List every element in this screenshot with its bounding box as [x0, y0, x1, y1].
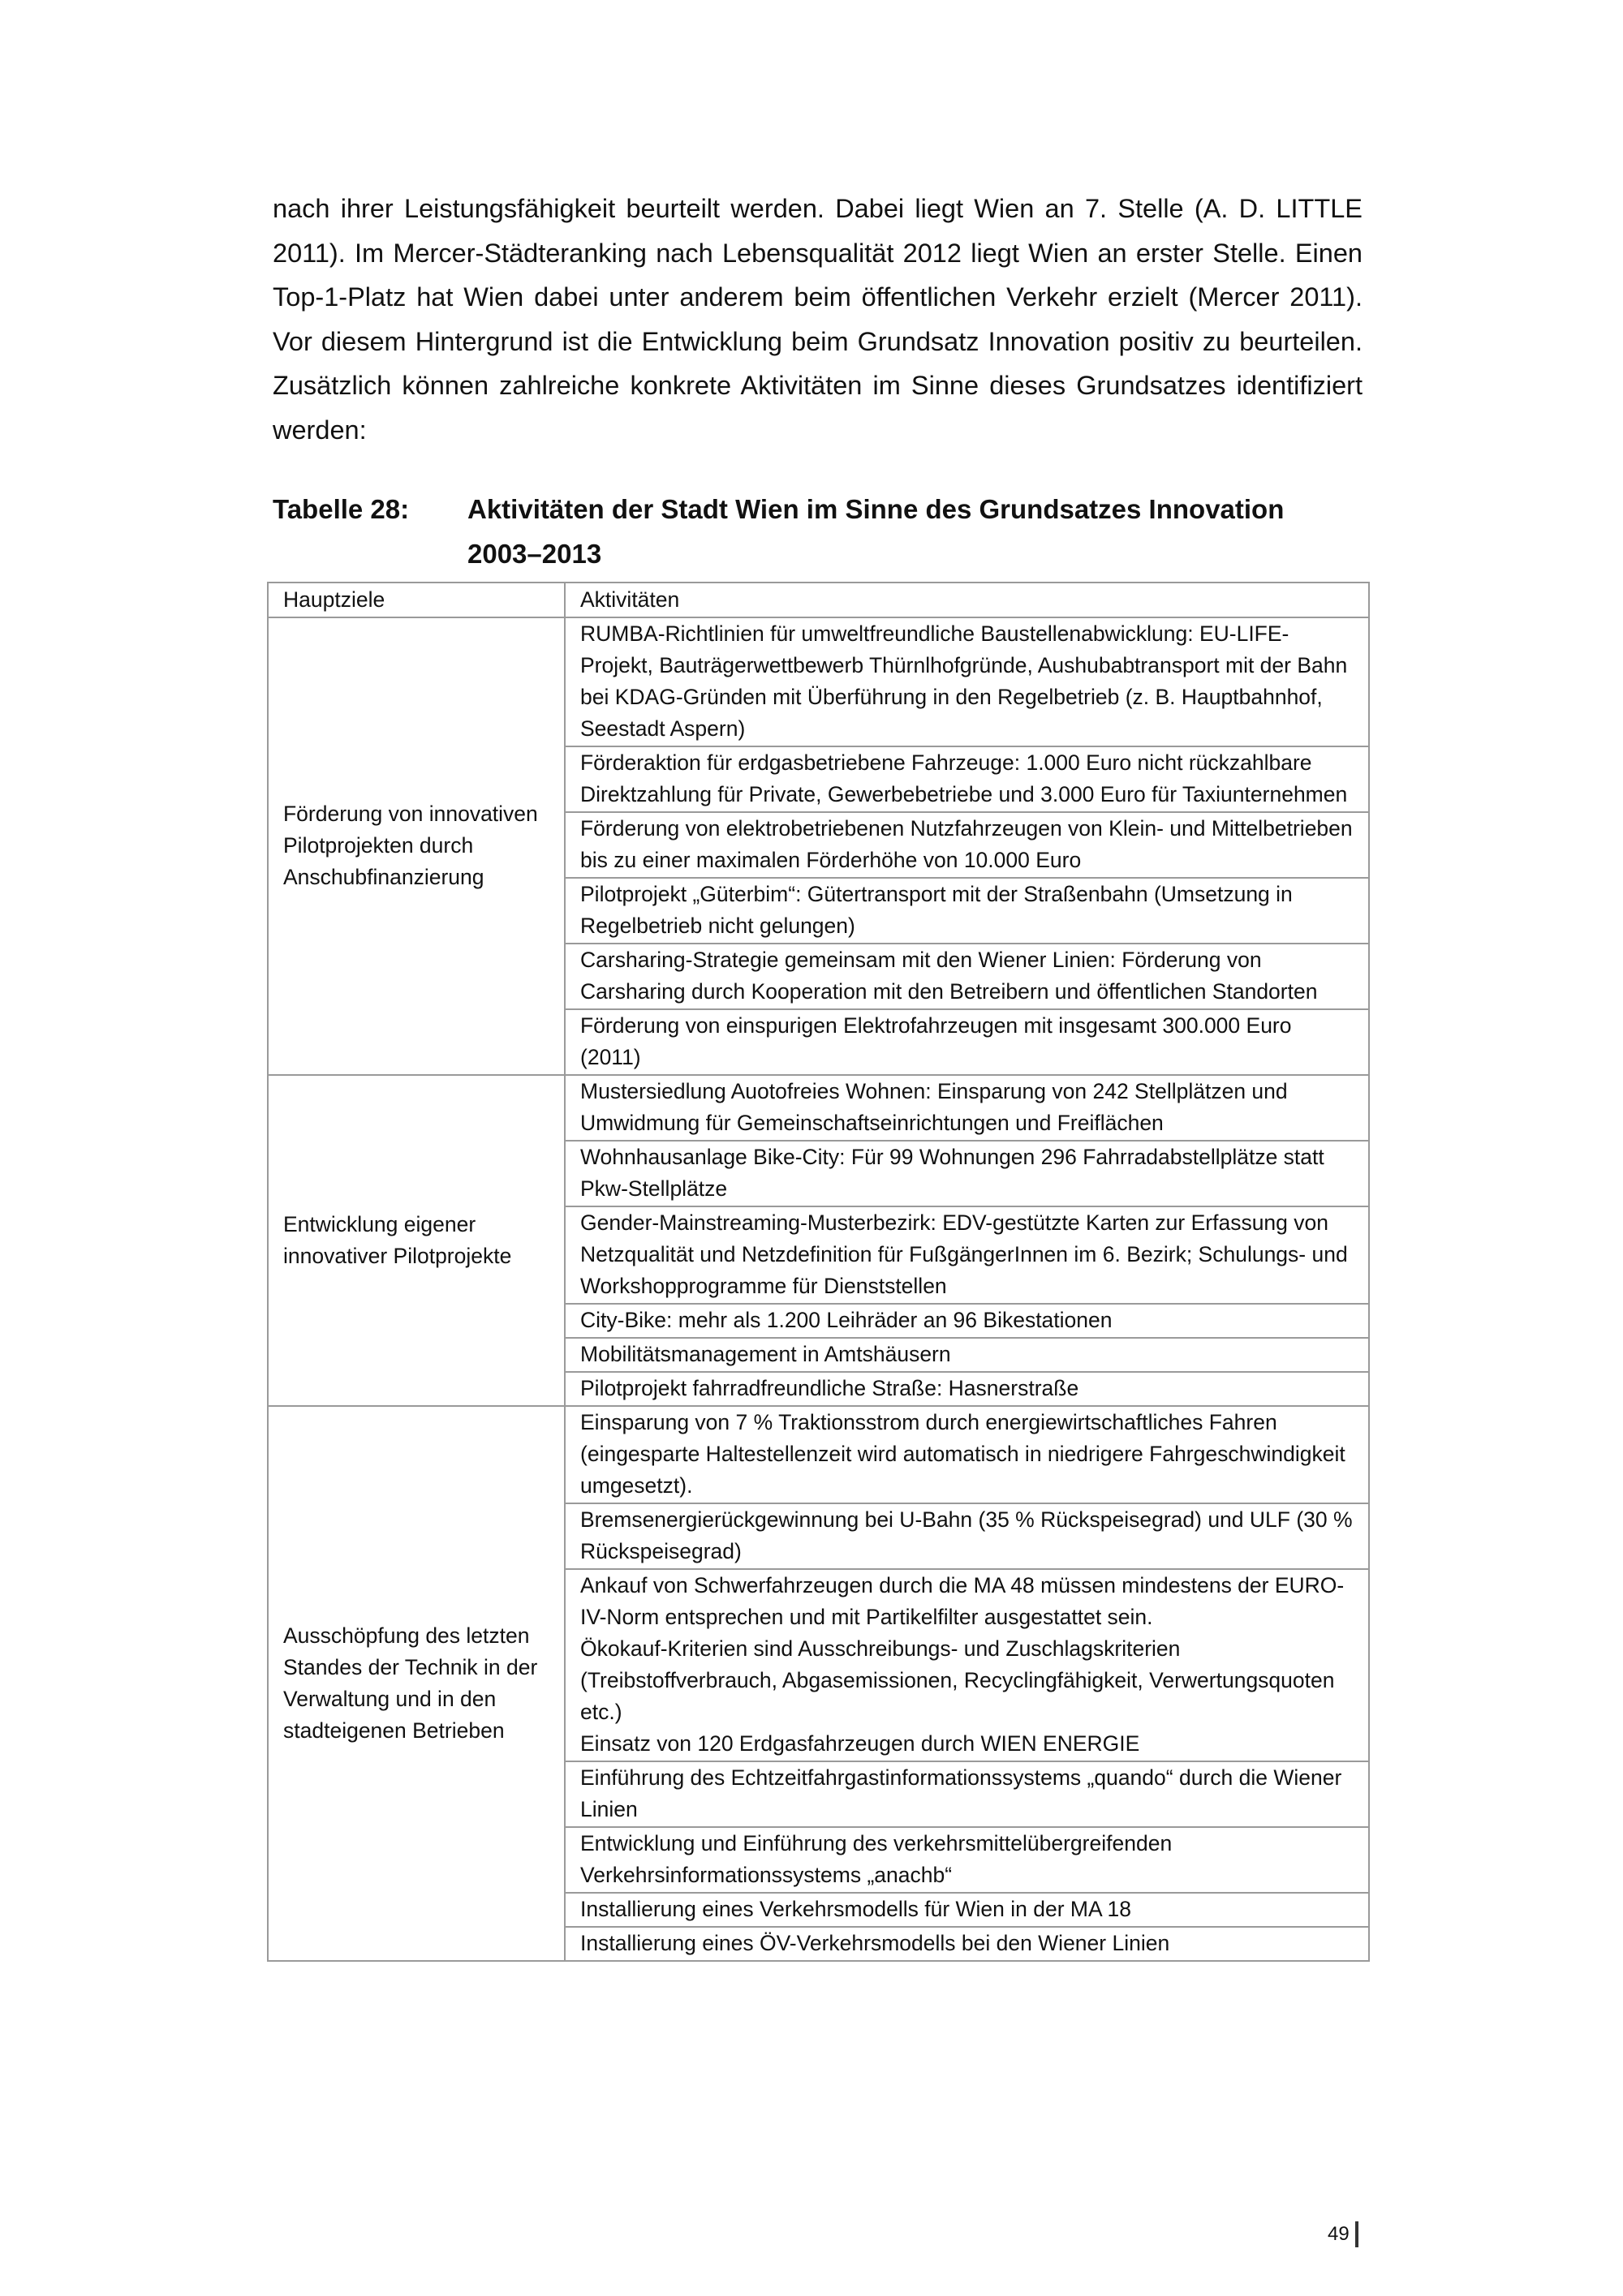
body-paragraph: nach ihrer Leistungsfähigkeit beurteilt werden. Dabei liegt Wien an 7. Stelle (A. D. LITTLE 2011). Im Mercer-Städteranking nach Lebensqualität 2012 liegt Wien an erster Stelle. Einen Top-1-Platz hat Wien dabei unter anderem beim öffentlichen Verkehr erzielt (Mercer 2011). Vor diesem Hintergrund ist die Entwicklung beim Grundsatz Innovation positiv zu beurteilen. Zusätzlich können zahlreiche konkrete Aktivitäten im Sinne dieses Grundsatzes identifiziert werden: [273, 194, 1363, 445]
activity-cell: Einsparung von 7 % Traktionsstrom durch energiewirtschaftliches Fahren (eingesparte Haltestellenzeit wird automatisch in niedrigere Fahrgeschwindigkeit umgesetzt). [565, 1406, 1369, 1503]
goal-cell: Ausschöpfung des letzten Standes der Technik in der Verwaltung und in den stadteigenen Betrieben [268, 1406, 565, 1961]
table-row [268, 617, 1369, 746]
activity-cell: Mustersiedlung Auotofreies Wohnen: Einsparung von 242 Stellplätzen und Umwidmung für Gemeinschaftseinrichtungen und Freiflächen [565, 1075, 1369, 1141]
goal-cell: Entwicklung eigener innovativer Pilotprojekte [268, 1075, 565, 1406]
activity-cell: Einführung des Echtzeitfahrgastinformationssystems „quando“ durch die Wiener Linien [565, 1761, 1369, 1827]
page-number-bar [1355, 2221, 1358, 2247]
activity-cell: Mobilitätsmanagement in Amtshäusern [565, 1338, 1369, 1372]
activity-cell: Pilotprojekt „Güterbim“: Gütertransport mit der Straßenbahn (Umsetzung in Regelbetrieb nicht gelungen) [565, 878, 1369, 944]
activity-cell: Entwicklung und Einführung des verkehrsmittelübergreifenden Verkehrsinformationssystems „anachb“ [565, 1827, 1369, 1893]
activity-cell: Pilotprojekt fahrradfreundliche Straße: Hasnerstraße [565, 1372, 1369, 1406]
activities-table [267, 582, 1370, 1962]
activity-cell: City-Bike: mehr als 1.200 Leihräder an 96 Bikestationen [565, 1304, 1369, 1338]
activity-cell: Ankauf von Schwerfahrzeugen durch die MA 48 müssen mindestens der EURO-IV-Norm entsprechen und mit Partikelfilter ausgestattet sein. Ökokauf-Kriterien sind Ausschreibungs- und Zuschlagskriterien (Treibstoffverbrauch, Abgasemissionen, Recyclingfähigkeit, Verwertungsquoten etc.) Einsatz von 120 Erdgasfahrzeugen durch WIEN ENERGIE [565, 1569, 1369, 1761]
activity-cell: Gender-Mainstreaming-Musterbezirk: EDV-gestützte Karten zur Erfassung von Netzqualität und Netzdefinition für FußgängerInnen im 6. Bezirk; Schulungs- und Workshopprogramme für Dienststellen [565, 1206, 1369, 1304]
activity-cell: Installierung eines ÖV-Verkehrsmodells bei den Wiener Linien [565, 1927, 1369, 1961]
table-row [268, 1406, 1369, 1503]
table-title: Aktivitäten der Stadt Wien im Sinne des Grundsatzes Innovation 2003–2013 [467, 494, 1285, 569]
goal-cell: Förderung von innovativen Pilotprojekten durch Anschubfinanzierung [268, 617, 565, 1075]
header-aktivitaeten: Aktivitäten [565, 583, 1369, 617]
activity-cell: Förderung von einspurigen Elektrofahrzeugen mit insgesamt 300.000 Euro (2011) [565, 1009, 1369, 1075]
activity-cell: Förderaktion für erdgasbetriebene Fahrzeuge: 1.000 Euro nicht rückzahlbare Direktzahlung für Private, Gewerbebetriebe und 3.000 Euro für Taxiunternehmen [565, 746, 1369, 812]
activity-cell: Förderung von elektrobetriebenen Nutzfahrzeugen von Klein- und Mittelbetrieben bis zu einer maximalen Förderhöhe von 10.000 Euro [565, 812, 1369, 878]
activity-cell: RUMBA-Richtlinien für umweltfreundliche Baustellenabwicklung: EU-LIFE-Projekt, Bauträgerwettbewerb Thürnlhofgründe, Aushubabtransport mit der Bahn bei KDAG-Gründen mit Überführung in den Regelbetrieb (z. B. Hauptbahnhof, Seestadt Aspern) [565, 617, 1369, 746]
table-header-row [268, 583, 1369, 617]
activity-cell: Bremsenergierückgewinnung bei U-Bahn (35 % Rückspeisegrad) und ULF (30 % Rückspeisegrad) [565, 1503, 1369, 1569]
table-number: Tabelle 28: [273, 494, 410, 524]
activity-cell: Installierung eines Verkehrsmodells für Wien in der MA 18 [565, 1893, 1369, 1927]
activity-cell: Wohnhausanlage Bike-City: Für 99 Wohnungen 296 Fahrradabstellplätze statt Pkw-Stellplätze [565, 1141, 1369, 1206]
header-hauptziele: Hauptziele [268, 583, 565, 617]
activity-cell: Carsharing-Strategie gemeinsam mit den Wiener Linien: Förderung von Carsharing durch Kooperation mit den Betreibern und öffentlichen Standorten [565, 944, 1369, 1009]
page-number: 49 [1328, 2223, 1350, 2245]
table-row [268, 1075, 1369, 1141]
